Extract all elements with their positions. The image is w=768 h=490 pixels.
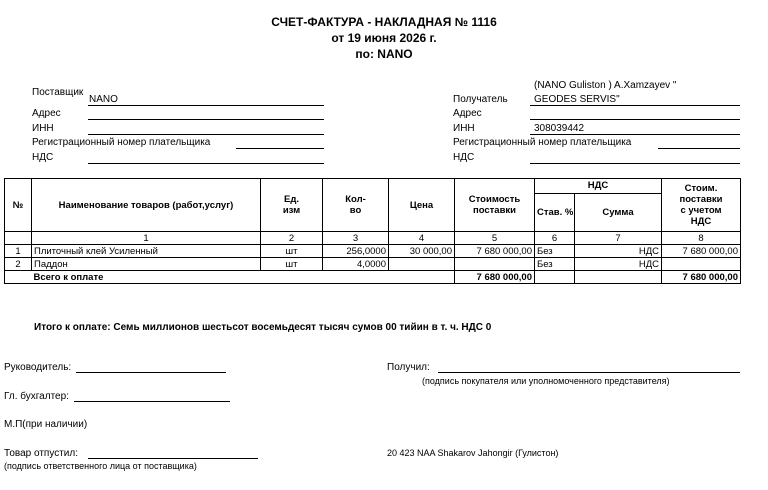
head-label: Руководитель: [4, 362, 72, 373]
document-date: от 19 июня 2026 г. [331, 31, 437, 45]
supplier-address-line [88, 119, 324, 120]
supplier-reg-line [236, 148, 324, 149]
row-no: 1 [5, 245, 32, 258]
document-title: СЧЕТ-ФАКТУРА - НАКЛАДНАЯ № 1116 [271, 15, 497, 29]
row-vat-rate: Без [535, 258, 575, 271]
table-total-row [5, 271, 741, 284]
recipient-reg-label: Регистрационный номер плательщика [453, 137, 632, 148]
row-total [662, 258, 741, 271]
col-number: 3 [323, 232, 389, 245]
supplier-inn-label: ИНН [32, 123, 54, 134]
row-vat-sum: НДС [575, 245, 662, 258]
row-qty: 256,0000 [323, 245, 389, 258]
col-number: 5 [455, 232, 535, 245]
total-with-vat: 7 680 000,00 [662, 271, 741, 284]
supplier-nds-label: НДС [32, 152, 54, 163]
supplier-label: Поставщик [32, 87, 84, 98]
row-vat-sum: НДС [575, 258, 662, 271]
column-numbers-row [5, 232, 741, 245]
recipient-value-line1: (NANO Guliston ) A.Xamzayev " [534, 80, 677, 91]
recipient-nds-label: НДС [453, 152, 475, 163]
row-name: Плиточный клей Усиленный [32, 245, 261, 258]
col-number: 1 [32, 232, 261, 245]
row-price: 30 000,00 [389, 245, 455, 258]
total-label: Всего к оплате [32, 271, 455, 284]
supplier-value: NANO [89, 94, 118, 105]
header-no: № [5, 179, 32, 232]
header-vat-rate: Став. % [535, 193, 575, 231]
row-total: 7 680 000,00 [662, 245, 741, 258]
header-total: Стоим. поставки с учетом НДС [662, 179, 741, 232]
total-cost: 7 680 000,00 [455, 271, 535, 284]
row-price [389, 258, 455, 271]
recipient-inn-value: 308039442 [534, 123, 585, 134]
row-no: 2 [5, 258, 32, 271]
row-unit: шт [261, 258, 323, 271]
accountant-signature-line [74, 401, 230, 402]
supplier-inn-line [88, 134, 324, 135]
stamp-label: М.П(при наличии) [4, 419, 88, 430]
col-number: 6 [535, 232, 575, 245]
summary-text: Итого к оплате: Семь миллионов шестьсот восемьдесят тысяч сумов 00 тийин в т. ч. НДС 0 [34, 322, 492, 333]
invoice-table [4, 178, 741, 284]
recipient-reg-line [658, 148, 740, 149]
supplier-reg-label: Регистрационный номер плательщика [32, 137, 211, 148]
row-qty: 4,0000 [323, 258, 389, 271]
recipient-address-label: Адрес [453, 108, 482, 119]
table-header-row [5, 179, 741, 194]
released-label: Товар отпустил: [4, 448, 78, 459]
released-signature-line [88, 458, 258, 459]
recipient-inn-line [530, 134, 740, 135]
col-number: 4 [389, 232, 455, 245]
header-name: Наименование товаров (работ,услуг) [32, 179, 261, 232]
table-row [5, 258, 741, 271]
recipient-value-line2: GEODES SERVIS" [534, 94, 620, 105]
col-number: 7 [575, 232, 662, 245]
recipient-line [530, 105, 740, 106]
recipient-inn-label: ИНН [453, 123, 475, 134]
header-qty: Кол- во [323, 179, 389, 232]
row-unit: шт [261, 245, 323, 258]
document-basis: по: NANO [355, 47, 413, 61]
header-vat: НДС [535, 179, 662, 194]
recipient-label: Получатель [453, 94, 508, 105]
recipient-nds-line [530, 163, 740, 164]
row-cost [455, 258, 535, 271]
accountant-label: Гл. бухгалтер: [4, 391, 69, 402]
received-signature-line [438, 372, 740, 373]
header-vat-sum: Сумма [575, 193, 662, 231]
col-number: 2 [261, 232, 323, 245]
received-label: Получил: [387, 362, 430, 373]
row-name: Паддон [32, 258, 261, 271]
released-note: (подпись ответственного лица от поставщика) [4, 461, 197, 471]
recipient-address-line [530, 119, 740, 120]
table-row [5, 245, 741, 258]
row-vat-rate: Без [535, 245, 575, 258]
header-cost: Стоимость поставки [455, 179, 535, 232]
header-unit: Ед. изм [261, 179, 323, 232]
col-number: 8 [662, 232, 741, 245]
head-signature-line [76, 372, 226, 373]
received-note: (подпись покупателя или уполномоченного представителя) [422, 376, 670, 386]
driver-info: 20 423 NAA Shakarov Jahongir (Гулистон) [387, 448, 559, 458]
supplier-line [88, 105, 324, 106]
row-cost: 7 680 000,00 [455, 245, 535, 258]
supplier-nds-line [88, 163, 324, 164]
header-price: Цена [389, 179, 455, 232]
supplier-address-label: Адрес [32, 108, 61, 119]
